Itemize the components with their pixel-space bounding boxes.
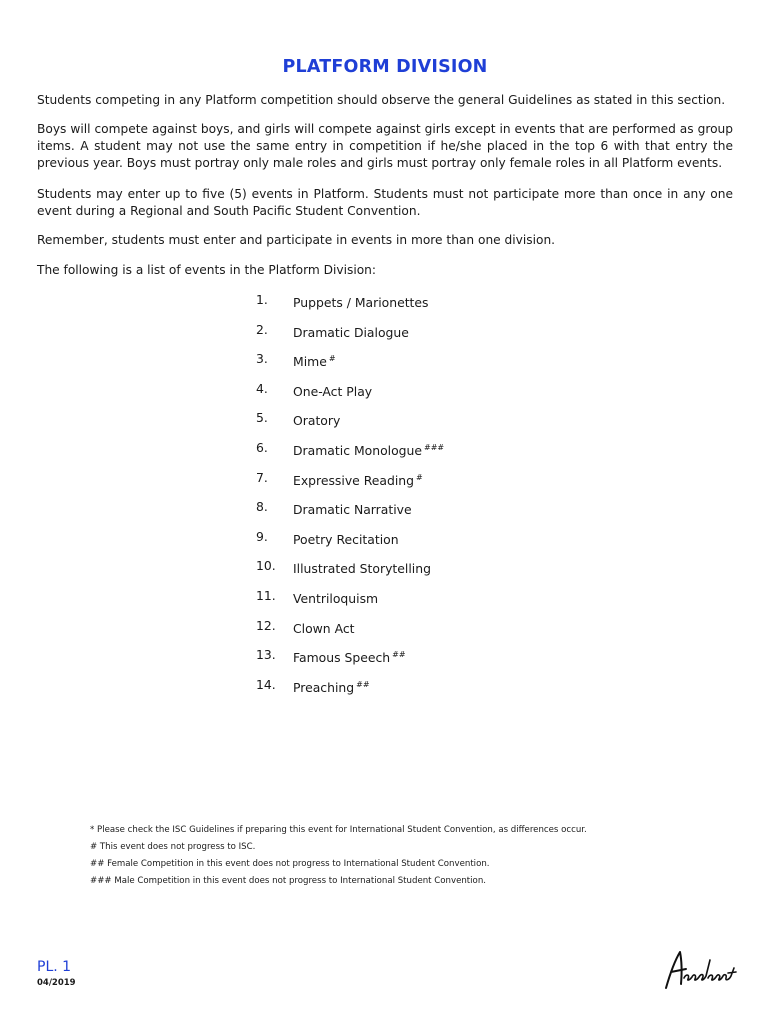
- event-name: Famous Speech ##: [293, 650, 406, 666]
- paragraph-gender-rules: Boys will compete against boys, and girls will compete against girls except in events that are performed as group items. A student may not use the same entry in competition if he/she placed in the top 6 with that entry the previous year. Boys must portray only male roles and girls must portray only female roles in all Platform events.: [37, 122, 733, 170]
- paragraph-list-intro: The following is a list of events in the Platform Division:: [37, 263, 377, 277]
- event-name: Dramatic Narrative: [293, 502, 412, 518]
- event-name: Oratory: [293, 413, 341, 429]
- event-number: 11.: [256, 587, 276, 603]
- event-number: 3.: [256, 351, 268, 367]
- page-title: PLATFORM DIVISION: [282, 57, 488, 77]
- list-item: [0, 557, 770, 587]
- event-number: 13.: [256, 647, 276, 663]
- event-number: 7.: [256, 469, 268, 485]
- list-item: [0, 498, 770, 528]
- event-name: Dramatic Dialogue: [293, 324, 409, 340]
- list-item: [0, 676, 770, 706]
- event-name: Dramatic Monologue ###: [293, 442, 445, 458]
- footnote: ## Female Competition in this event does not progress to International Student Convention.: [90, 859, 490, 869]
- list-item: [0, 350, 770, 380]
- paragraph-guidelines: Students competing in any Platform competition should observe the general Guidelines as stated in this section.: [37, 93, 726, 107]
- event-number: 1.: [256, 292, 268, 307]
- accelerate-signature-logo: [660, 944, 740, 994]
- event-number: 9.: [256, 528, 268, 544]
- list-item: [0, 439, 770, 469]
- event-name: Illustrated Storytelling: [293, 561, 431, 577]
- event-name: Preaching ##: [293, 679, 370, 695]
- list-item: [0, 617, 770, 647]
- event-number: 14.: [256, 676, 276, 692]
- event-number: 12.: [256, 617, 276, 633]
- event-mark: #: [328, 354, 336, 364]
- list-item: [0, 321, 770, 351]
- event-number: 6.: [256, 439, 268, 455]
- page-code: PL. 1: [37, 959, 72, 975]
- list-item: [0, 587, 770, 617]
- event-number: 4.: [256, 380, 268, 396]
- event-name: Mime #: [293, 354, 336, 370]
- event-mark: ###: [424, 442, 445, 452]
- event-mark: #: [416, 472, 423, 482]
- list-item: [0, 291, 770, 321]
- footnote: # This event does not progress to ISC.: [90, 842, 256, 852]
- event-number: 5.: [256, 410, 268, 426]
- footnotes: [90, 822, 710, 890]
- list-item: [0, 409, 770, 439]
- event-name: Clown Act: [293, 620, 355, 636]
- event-number: 2.: [256, 321, 268, 337]
- list-item: [0, 380, 770, 410]
- list-item: [0, 528, 770, 558]
- event-mark: ##: [392, 650, 406, 660]
- event-name: Ventriloquism: [293, 590, 379, 606]
- revision-date: 04/2019: [37, 978, 76, 988]
- event-name: Expressive Reading #: [293, 472, 423, 488]
- paragraph-reminder: Remember, students must enter and participate in events in more than one division.: [37, 233, 556, 247]
- event-number: 8.: [256, 499, 268, 515]
- list-item: [0, 646, 770, 676]
- footnote: * Please check the ISC Guidelines if preparing this event for International Student Convention, as differences occur.: [90, 825, 587, 835]
- event-name: Puppets / Marionettes: [293, 295, 429, 310]
- list-item: [0, 469, 770, 499]
- event-number: 10.: [256, 558, 276, 574]
- event-mark: ##: [356, 679, 370, 689]
- paragraph-entry-limit: Students may enter up to five (5) events in Platform. Students must not participate more than once in any one event during a Regional and South Pacific Student Convention.: [37, 187, 733, 218]
- footnote: ### Male Competition in this event does not progress to International Student Convention.: [90, 876, 486, 886]
- event-name: Poetry Recitation: [293, 531, 399, 547]
- event-name: One-Act Play: [293, 383, 373, 399]
- event-list: [0, 291, 770, 705]
